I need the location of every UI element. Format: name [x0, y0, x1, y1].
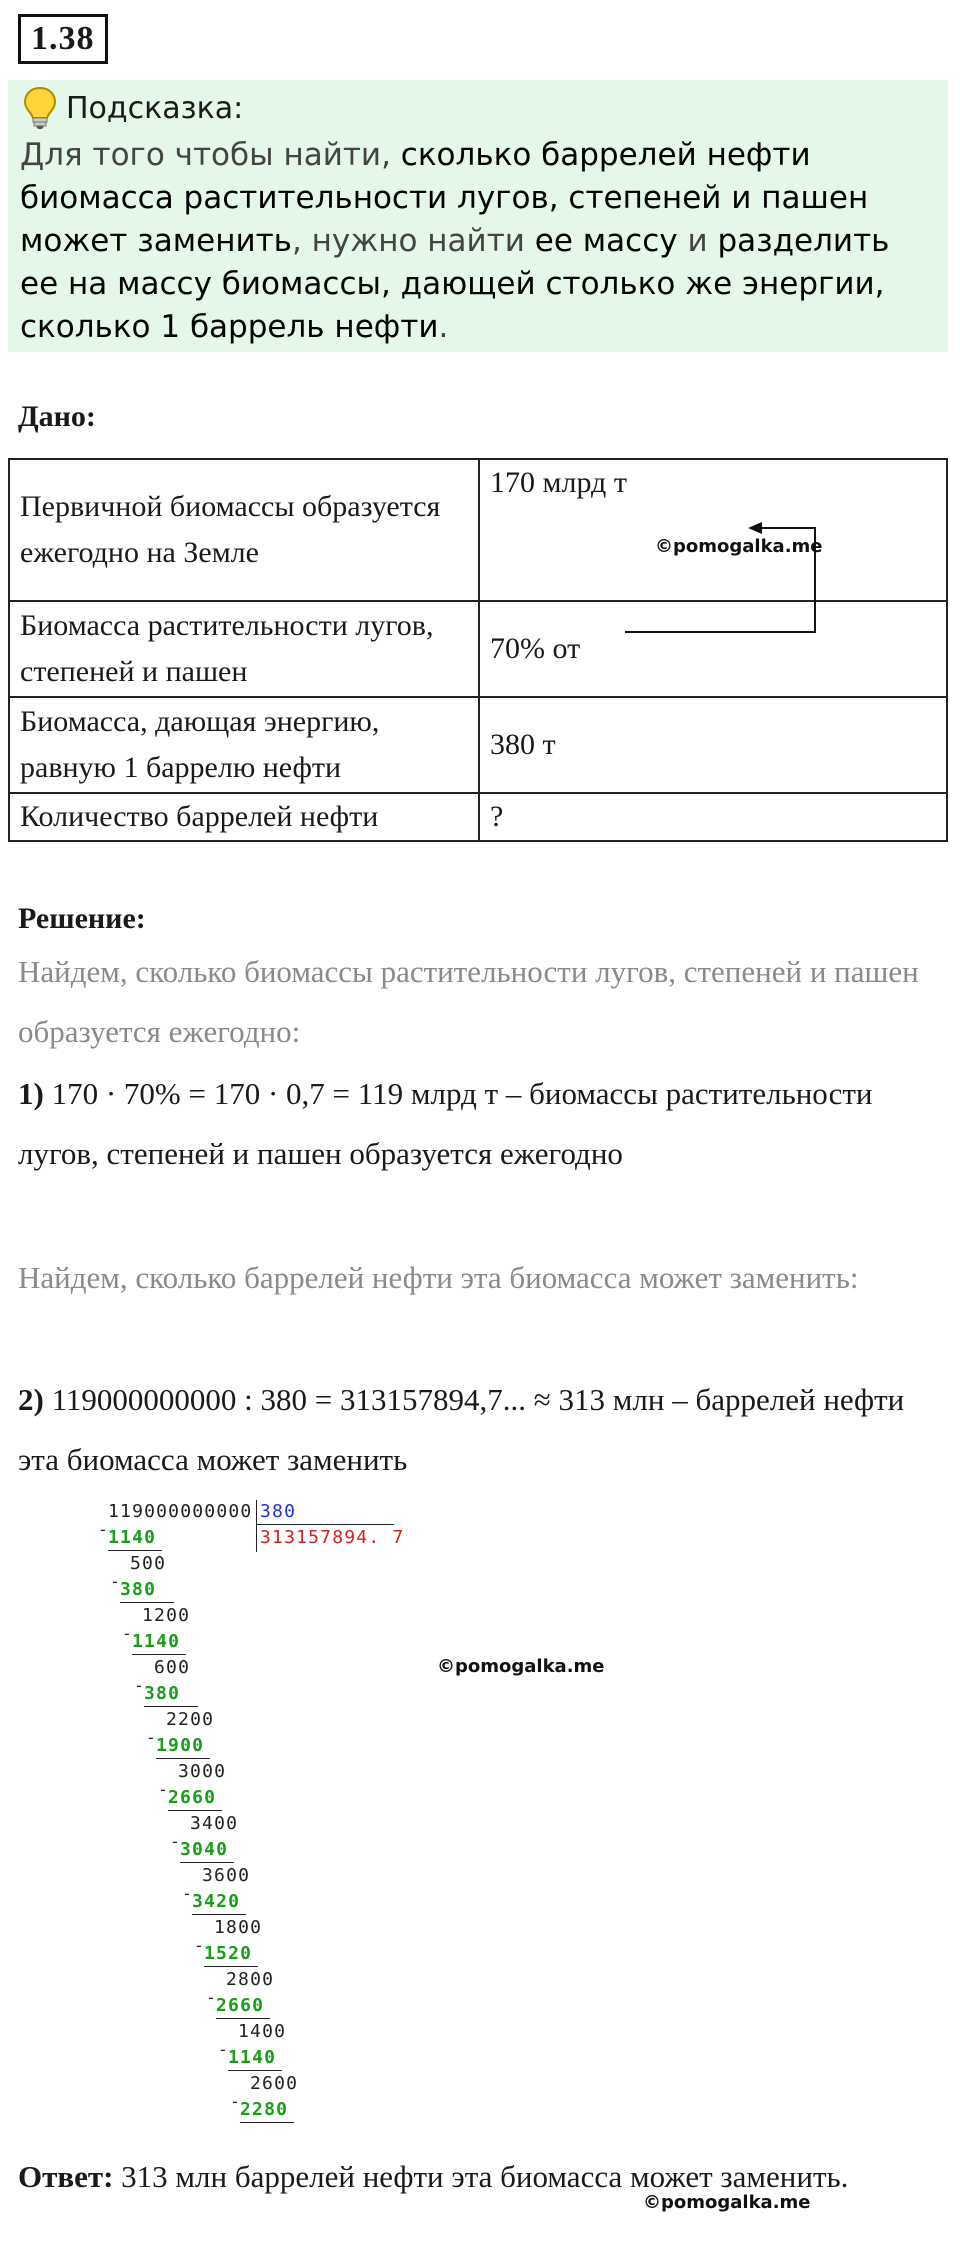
watermark: ©pomogalka.me [655, 536, 823, 557]
step2-body: 119000000000 : 380 = 313157894,7... ≈ 313 млн – баррелей нефти эта биомасса может заменить [18, 1382, 905, 1477]
hint-emph: ее массу [534, 223, 678, 259]
division-underline [228, 2070, 282, 2071]
division-underline [168, 1810, 222, 1811]
division-bar [256, 1500, 257, 1552]
solution-label: Решение: [18, 902, 146, 935]
minus-sign: - [124, 1624, 130, 1643]
remainder: 600 [154, 1657, 191, 1678]
given-value: 70% от [479, 601, 947, 697]
minus-sign: - [100, 1520, 106, 1539]
remainder: 3000 [178, 1761, 227, 1782]
given-label: Дано: [18, 400, 96, 433]
division-underline [108, 1550, 162, 1551]
subtrahend: 380 [120, 1579, 157, 1600]
minus-sign: - [148, 1728, 154, 1747]
arrow-icon [0, 0, 960, 700]
table-row [9, 793, 947, 841]
problem-number: 1.38 [18, 14, 108, 64]
watermark: ©pomogalka.me [643, 2192, 811, 2213]
division-underline [180, 1862, 234, 1863]
divisor: 380 [260, 1501, 297, 1522]
hint-part: и [677, 223, 718, 259]
division-underline [144, 1706, 198, 1707]
minus-sign: - [208, 1988, 214, 2007]
division-underline [204, 1966, 258, 1967]
division-underline [216, 2018, 270, 2019]
remainder: 1800 [214, 1917, 263, 1938]
subtrahend: 3420 [192, 1891, 241, 1912]
step1-intro: Найдем, сколько биомассы растительности лугов, степеней и пашен образуется ежегодно: [18, 954, 919, 1049]
minus-sign: - [232, 2092, 238, 2111]
hint-part: . [438, 309, 449, 345]
given-name: Биомасса растительности лугов, степеней и пашен [9, 601, 479, 697]
answer-text: 313 млн баррелей нефти эта биомасса может заменить. [113, 2159, 849, 2194]
dividend: 119000000000 [108, 1501, 253, 1522]
step1-number: 1) [18, 1076, 44, 1111]
division-underline [192, 1914, 246, 1915]
remainder: 3400 [190, 1813, 239, 1834]
given-name: Количество баррелей нефти [9, 793, 479, 841]
remainder: 1200 [142, 1605, 191, 1626]
division-underline [156, 1758, 210, 1759]
subtrahend: 1140 [108, 1527, 157, 1548]
subtrahend: 2660 [168, 1787, 217, 1808]
remainder: 2800 [226, 1969, 275, 1990]
minus-sign: - [112, 1572, 118, 1591]
minus-sign: - [220, 2040, 226, 2059]
step2-text [18, 1370, 948, 1490]
subtrahend: 1140 [132, 1631, 181, 1652]
minus-sign: - [184, 1884, 190, 1903]
remainder: 1400 [238, 2021, 287, 2042]
remainder: 2200 [166, 1709, 215, 1730]
given-value: 380 т [479, 697, 947, 793]
subtrahend: 380 [144, 1683, 181, 1704]
given-value: ? [479, 793, 947, 841]
remainder: 3600 [202, 1865, 251, 1886]
division-underline [132, 1654, 186, 1655]
subtrahend: 1520 [204, 1943, 253, 1964]
given-name: Первичной биомассы образуется ежегодно на Земле [9, 459, 479, 601]
hint-emph: разделить ее на массу биомассы, дающей столько же энергии, сколько 1 баррель нефти [20, 223, 890, 345]
step1-body: 170 · 70% = 170 · 0,7 = 119 млрд т – биомассы растительности лугов, степеней и пашен образуется ежегодно [18, 1076, 873, 1171]
step2-number: 2) [18, 1382, 44, 1417]
step2-intro: Найдем, сколько баррелей нефти эта биомасса может заменить: [18, 1260, 859, 1295]
hint-part: , нужно найти [291, 223, 535, 259]
division-underline [240, 2122, 294, 2123]
subtrahend: 1900 [156, 1735, 205, 1756]
minus-sign: - [160, 1780, 166, 1799]
division-underline [120, 1602, 174, 1603]
hint-emph: сколько баррелей нефти биомасса растительности лугов, степеней и пашен может заменить [20, 137, 869, 259]
table-row [9, 697, 947, 793]
watermark: ©pomogalka.me [437, 1656, 605, 1677]
hint-part: Для того чтобы найти, [20, 137, 401, 173]
hint-title-text: Подсказка: [66, 90, 244, 126]
minus-sign: - [196, 1936, 202, 1955]
division-underline [256, 1524, 394, 1525]
subtrahend: 2660 [216, 1995, 265, 2016]
quotient: 313157894. 7 [260, 1527, 405, 1548]
given-name: Биомасса, дающая энергию, равную 1 баррелю нефти [9, 697, 479, 793]
subtrahend: 3040 [180, 1839, 229, 1860]
remainder: 500 [130, 1553, 167, 1574]
minus-sign: - [136, 1676, 142, 1695]
subtrahend: 2280 [240, 2099, 289, 2120]
given-value: 170 млрд т [479, 459, 947, 601]
remainder: 2600 [250, 2073, 299, 2094]
answer-label: Ответ: [18, 2159, 114, 2194]
step1-text [18, 1064, 948, 1184]
minus-sign: - [172, 1832, 178, 1851]
subtrahend: 1140 [228, 2047, 277, 2068]
